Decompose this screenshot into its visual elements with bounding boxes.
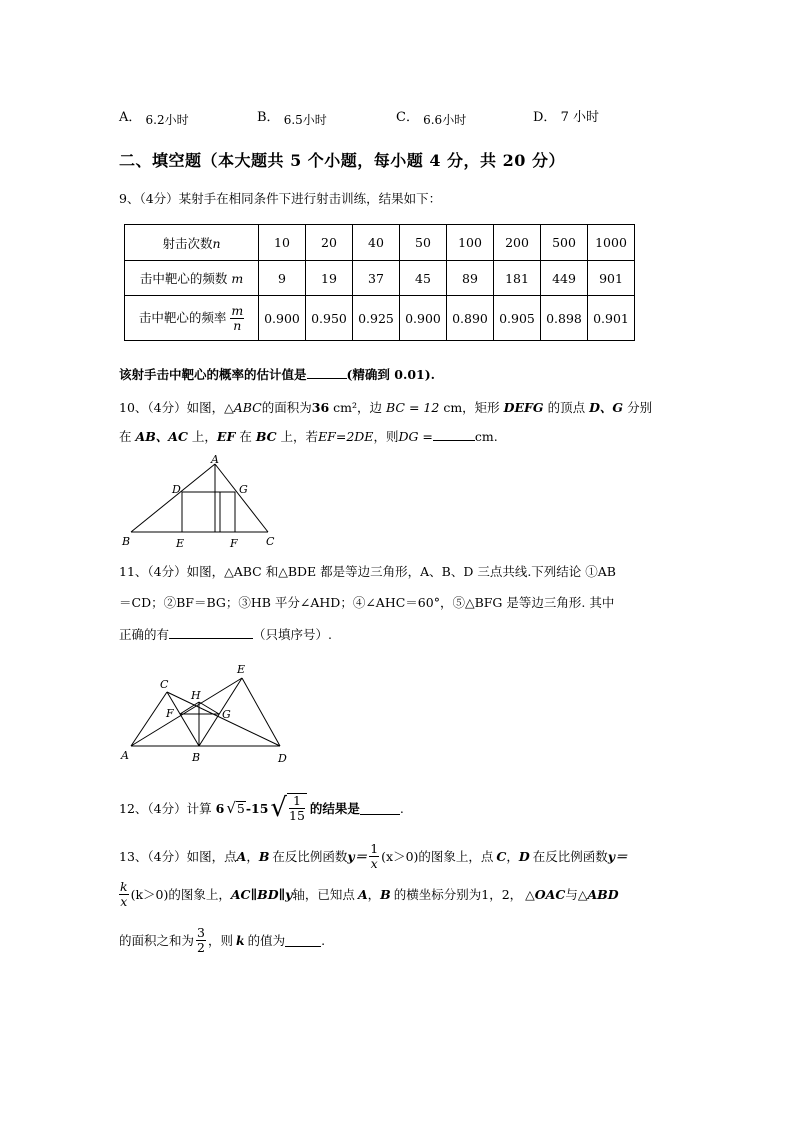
q10-triangle-figure <box>120 452 280 552</box>
q12-line: 12、（4分）计算 6 √ 5 -15 √ $\frac{1}{15}$ 的结果是 . <box>119 793 404 823</box>
q13-line3: 的面积之和为 $\frac{3}{2}$ ，则 k 的值为 . <box>119 924 326 955</box>
label-f: F <box>166 707 174 720</box>
table-cell: 0.900 <box>400 296 447 341</box>
table-cell: 449 <box>541 261 588 296</box>
table-cell: 0.950 <box>306 296 353 341</box>
table-cell: 10 <box>259 225 306 261</box>
q9-frequency-table <box>124 224 635 341</box>
segment-be <box>199 678 242 746</box>
label-b: B <box>192 751 201 764</box>
table-header-freq: 击中靶心的频率 $\frac{m}{n}$ <box>125 296 259 341</box>
option-d: D． 7 小时 <box>533 110 599 125</box>
fraction-k-over-x: $\frac{k}{x}$ <box>120 878 128 909</box>
q11-line2: ＝CD；②BF＝BG；③HB 平分∠AHD；④∠AHC＝60°，⑤△BFG 是等边三角形. 其中 <box>119 595 615 610</box>
segment-ac <box>215 464 268 532</box>
q13-line1: 13、（4分）如图，点 A ， B 在反比例函数 y＝ $\frac{1}{x}$ (x＞0)的图象上，点 C ， D 在反比例函数 y＝ <box>119 840 628 871</box>
option-b: B． 6.5小时 <box>257 110 327 127</box>
table-row-shots <box>125 225 635 261</box>
table-cell: 45 <box>400 261 447 296</box>
rectangle-defg <box>182 492 235 532</box>
q11-triangles-figure <box>120 658 295 768</box>
q10-line2: 在 AB、AC 上，EF 在 BC 上，若EF=2DE，则DG = cm. <box>119 429 498 444</box>
label-h: H <box>191 689 201 702</box>
table-cell: 37 <box>353 261 400 296</box>
label-a: A <box>211 453 219 466</box>
table-cell: 100 <box>447 225 494 261</box>
table-cell: 0.890 <box>447 296 494 341</box>
segment-ac <box>131 692 167 746</box>
table-header-hits: 击中靶心的频数 m <box>125 261 259 296</box>
table-cell: 901 <box>588 261 635 296</box>
table-cell: 200 <box>494 225 541 261</box>
q10-line1: 10、（4分）如图，△ABC的面积为36 cm²，边 BC = 12 cm，矩形 DEFG 的顶点 D、G 分别 <box>119 400 653 415</box>
section-title: 二、填空题（本大题共 5 个小题，每小题 4 分，共 20 分） <box>119 151 565 170</box>
label-f: F <box>230 537 238 550</box>
label-e: E <box>176 537 185 550</box>
label-d: D <box>278 752 287 765</box>
label-e: E <box>237 663 246 676</box>
label-c: C <box>266 535 275 548</box>
label-d: D <box>172 483 181 496</box>
table-cell: 19 <box>306 261 353 296</box>
table-cell: 500 <box>541 225 588 261</box>
q11-line1: 11、（4分）如图，△ABC 和△BDE 都是等边三角形，A、B、D 三点共线.下列结论 ①AB <box>119 564 616 579</box>
table-cell: 40 <box>353 225 400 261</box>
q9-intro: 9、（4分）某射手在相同条件下进行射击训练，结果如下： <box>119 191 442 206</box>
table-row-hits <box>125 261 635 296</box>
table-cell: 0.900 <box>259 296 306 341</box>
option-c: C． 6.6小时 <box>396 110 467 127</box>
table-header-shots: 射击次数n <box>125 225 259 261</box>
sqrt-5: √ 5 <box>226 799 245 817</box>
table-cell: 9 <box>259 261 306 296</box>
fraction-m-over-n: $\frac{m}{n}$ <box>231 302 244 333</box>
answer-blank <box>169 626 253 639</box>
fraction-1-over-x: $\frac{1}{x}$ <box>370 840 379 871</box>
table-cell: 0.901 <box>588 296 635 341</box>
q9-answer-line: 该射手击中靶心的概率的估计值是 (精确到 0.01). <box>119 367 435 382</box>
label-b: B <box>122 535 131 548</box>
table-cell: 181 <box>494 261 541 296</box>
label-g: G <box>222 708 231 721</box>
answer-blank <box>285 934 321 947</box>
label-a: A <box>121 749 129 762</box>
answer-blank <box>360 802 400 815</box>
label-c: C <box>160 678 169 691</box>
segment-hf <box>180 702 199 714</box>
segment-ab <box>131 464 215 532</box>
table-cell: 50 <box>400 225 447 261</box>
sqrt-one-fifteenth: √ $\frac{1}{15}$ <box>270 793 305 823</box>
label-g: G <box>239 483 248 496</box>
option-a: A． 6.2小时 <box>119 110 189 127</box>
q11-line3: 正确的有 （只填序号）. <box>119 627 332 642</box>
table-cell: 0.898 <box>541 296 588 341</box>
segment-ed <box>242 678 280 746</box>
table-row-freq <box>125 296 635 341</box>
answer-blank <box>433 428 475 441</box>
fraction-3-over-2: $\frac{3}{2}$ <box>197 924 205 955</box>
table-cell: 89 <box>447 261 494 296</box>
table-cell: 0.905 <box>494 296 541 341</box>
q13-line2: $\frac{k}{x}$ (k＞0)的图象上， AC∥BD∥y 轴，已知点 A ， B 的横坐标分别为 1，2， △OAC 与 △ABD <box>120 878 619 909</box>
table-cell: 0.925 <box>353 296 400 341</box>
table-cell: 1000 <box>588 225 635 261</box>
table-cell: 20 <box>306 225 353 261</box>
answer-blank <box>307 366 347 379</box>
